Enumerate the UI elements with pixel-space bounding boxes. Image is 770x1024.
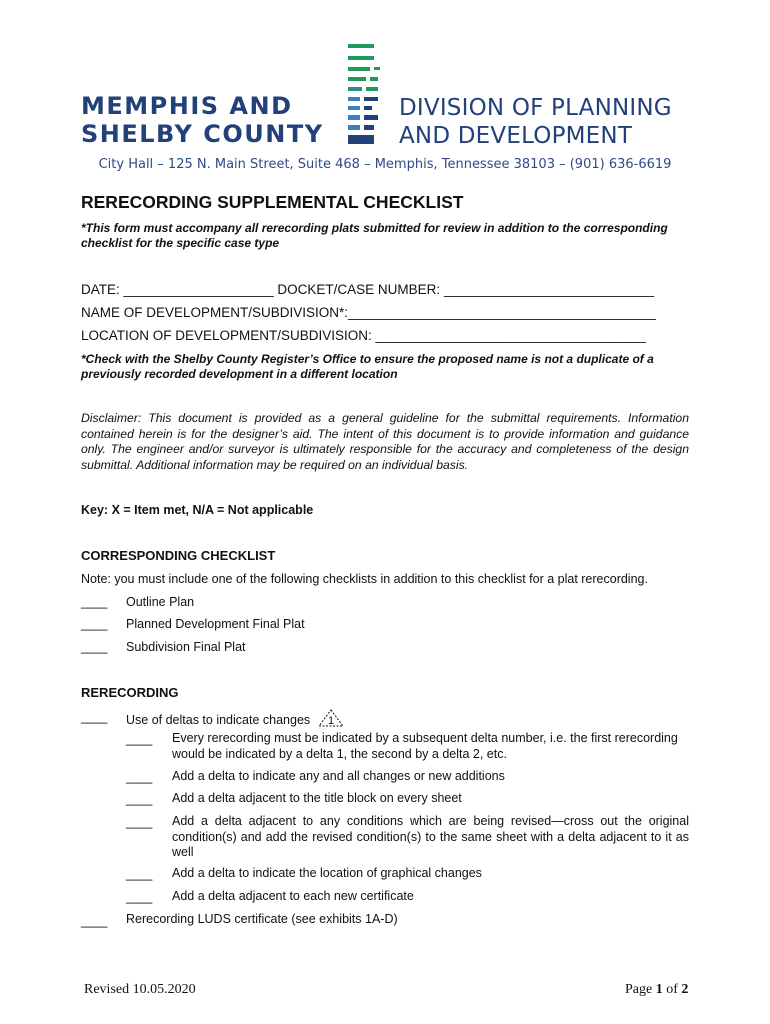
rerecording-subitem-1: Every rerecording must be indicated by a subsequent delta number, i.e. the first rerecording would be indicated by a delta 1, the second by a delta 2, etc. — [172, 731, 678, 761]
logo-line-shelby: SHELBY COUNTY — [81, 120, 324, 148]
logo-line-memphis: MEMPHIS AND — [81, 92, 293, 120]
rerecording-subitem-6: Add a delta adjacent to each new certificate — [172, 889, 414, 903]
checkbox-blank-sub4[interactable]: ____ — [126, 815, 152, 829]
checkbox-blank-pd-final-plat[interactable]: ____ — [81, 617, 107, 631]
rerecording-item-deltas — [126, 709, 344, 730]
development-location-field[interactable]: LOCATION OF DEVELOPMENT/SUBDIVISION: ____________________________________ — [81, 328, 646, 343]
register-note: *Check with the Shelby County Register’s Office to ensure the proposed name is not a duplicate of a previously recorded development in a different location — [81, 352, 654, 381]
checkbox-blank-sub2[interactable]: ____ — [126, 770, 152, 784]
logo-name-right — [399, 94, 672, 150]
checklist-item-subdivision-final-plat: Subdivision Final Plat — [126, 640, 246, 654]
rerecording-subitem-5: Add a delta to indicate the location of graphical changes — [172, 866, 482, 880]
corresponding-note: Note: you must include one of the following checklists in addition to this checklist for a plat rerecording. — [81, 572, 648, 586]
page-number — [625, 982, 688, 998]
page-total: 2 — [681, 982, 689, 997]
logo-line-development: AND DEVELOPMENT — [399, 123, 633, 149]
rerecording-item-luds: Rerecording LUDS certificate (see exhibits 1A-D) — [126, 912, 398, 926]
date-docket-field[interactable]: DATE: ____________________ DOCKET/CASE NUMBER: ____________________________ — [81, 282, 655, 297]
checkbox-blank-sub6[interactable]: ____ — [126, 890, 152, 904]
checkbox-blank-sub1[interactable]: ____ — [126, 732, 152, 746]
address-line: City Hall – 125 N. Main Street, Suite 468 – Memphis, Tennessee 38103 – (901) 636-6619 — [98, 157, 672, 172]
checkbox-blank-luds[interactable]: ____ — [81, 914, 107, 928]
logo-line-division: DIVISION OF PLANNING — [399, 95, 672, 121]
page-current: 1 — [655, 982, 663, 997]
checkbox-blank-outline-plan[interactable]: ____ — [81, 595, 107, 609]
page-title: RERECORDING SUPPLEMENTAL CHECKLIST — [81, 192, 464, 212]
delta-number: 1 — [327, 715, 334, 727]
checkbox-blank-sub3[interactable]: ____ — [126, 792, 152, 806]
disclaimer-text: Disclaimer: This document is provided as a general guideline for the submittal requirements. Information contained herein is for the designer’s aid. The intent of this document is to provide information and guidance only. The engineer and/or surveyor is ultimately responsible for the accuracy and completeness of the design submittal. Additional information may be required on an individual basis. — [81, 411, 689, 472]
rerecording-subitem-3: Add a delta adjacent to the title block on every sheet — [172, 791, 462, 805]
checkbox-blank-subdivision-final-plat[interactable]: ____ — [81, 640, 107, 654]
checkbox-blank-sub5[interactable]: ____ — [126, 867, 152, 881]
logo-name-left — [81, 92, 324, 148]
rerecording-subitem-2: Add a delta to indicate any and all changes or new additions — [172, 769, 505, 783]
corresponding-heading: CORRESPONDING CHECKLIST — [81, 548, 276, 563]
checkbox-blank-deltas[interactable]: ____ — [81, 710, 107, 724]
revised-date: Revised 10.05.2020 — [84, 982, 196, 997]
rerecording-heading: RERECORDING — [81, 685, 179, 700]
checklist-item-outline-plan: Outline Plan — [126, 595, 195, 609]
logo-bars — [348, 44, 380, 144]
logo-bars-icon — [344, 44, 392, 148]
rerecording-item-deltas-label: Use of deltas to indicate changes — [126, 713, 311, 727]
key-legend: Key: X = Item met, N/A = Not applicable — [81, 503, 314, 517]
delta-triangle-icon — [318, 709, 344, 730]
checklist-item-pd-final-plat: Planned Development Final Plat — [126, 617, 305, 631]
development-name-field[interactable]: NAME OF DEVELOPMENT/SUBDIVISION*:_________________________________________ — [81, 305, 656, 320]
intro-note: *This form must accompany all rerecording plats submitted for review in addition to the corresponding checklist for the specific case type — [81, 221, 668, 250]
page-mid: of — [662, 982, 682, 997]
page-prefix: Page — [625, 982, 656, 997]
rerecording-subitem-4: Add a delta adjacent to any conditions which are being revised—cross out the original condition(s) and add the revised condition(s) to the same sheet with a delta adjacent to it as well — [172, 814, 689, 859]
